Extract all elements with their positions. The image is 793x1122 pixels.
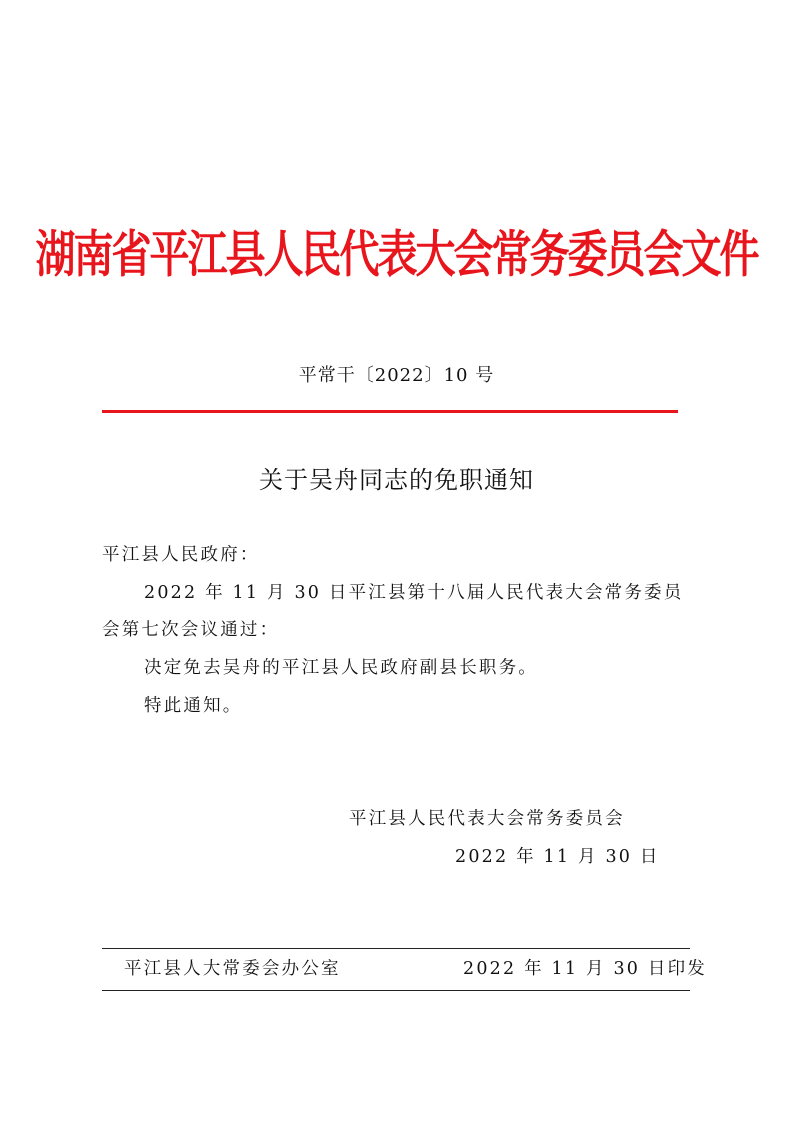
notice-title: 关于吴舟同志的免职通知 xyxy=(259,466,534,494)
body-paragraph: 决定免去吴舟的平江县人民政府副县长职务。 xyxy=(144,658,538,678)
footer-bottom-rule xyxy=(102,990,690,991)
body-paragraph: 2022 年 11 月 30 日平江县第十八届人民代表大会常务委员 xyxy=(144,583,684,603)
footer-top-rule xyxy=(102,948,690,949)
red-divider-line xyxy=(102,410,678,413)
signature-date: 2022 年 11 月 30 日 xyxy=(455,847,660,867)
recipient-line: 平江县人民政府： xyxy=(102,545,260,565)
footer-issuer: 平江县人大常委会办公室 xyxy=(124,959,341,979)
body-paragraph: 会第七次会议通过： xyxy=(102,620,280,640)
document-header-title: 湖南省平江县人民代表大会常务委员会文件 xyxy=(35,225,758,284)
document-number: 平常干〔2022〕10 号 xyxy=(298,365,495,386)
body-paragraph: 特此通知。 xyxy=(144,696,243,716)
footer-issue-date: 2022 年 11 月 30 日印发 xyxy=(463,959,707,979)
signature-organization: 平江县人民代表大会常务委员会 xyxy=(349,809,625,829)
